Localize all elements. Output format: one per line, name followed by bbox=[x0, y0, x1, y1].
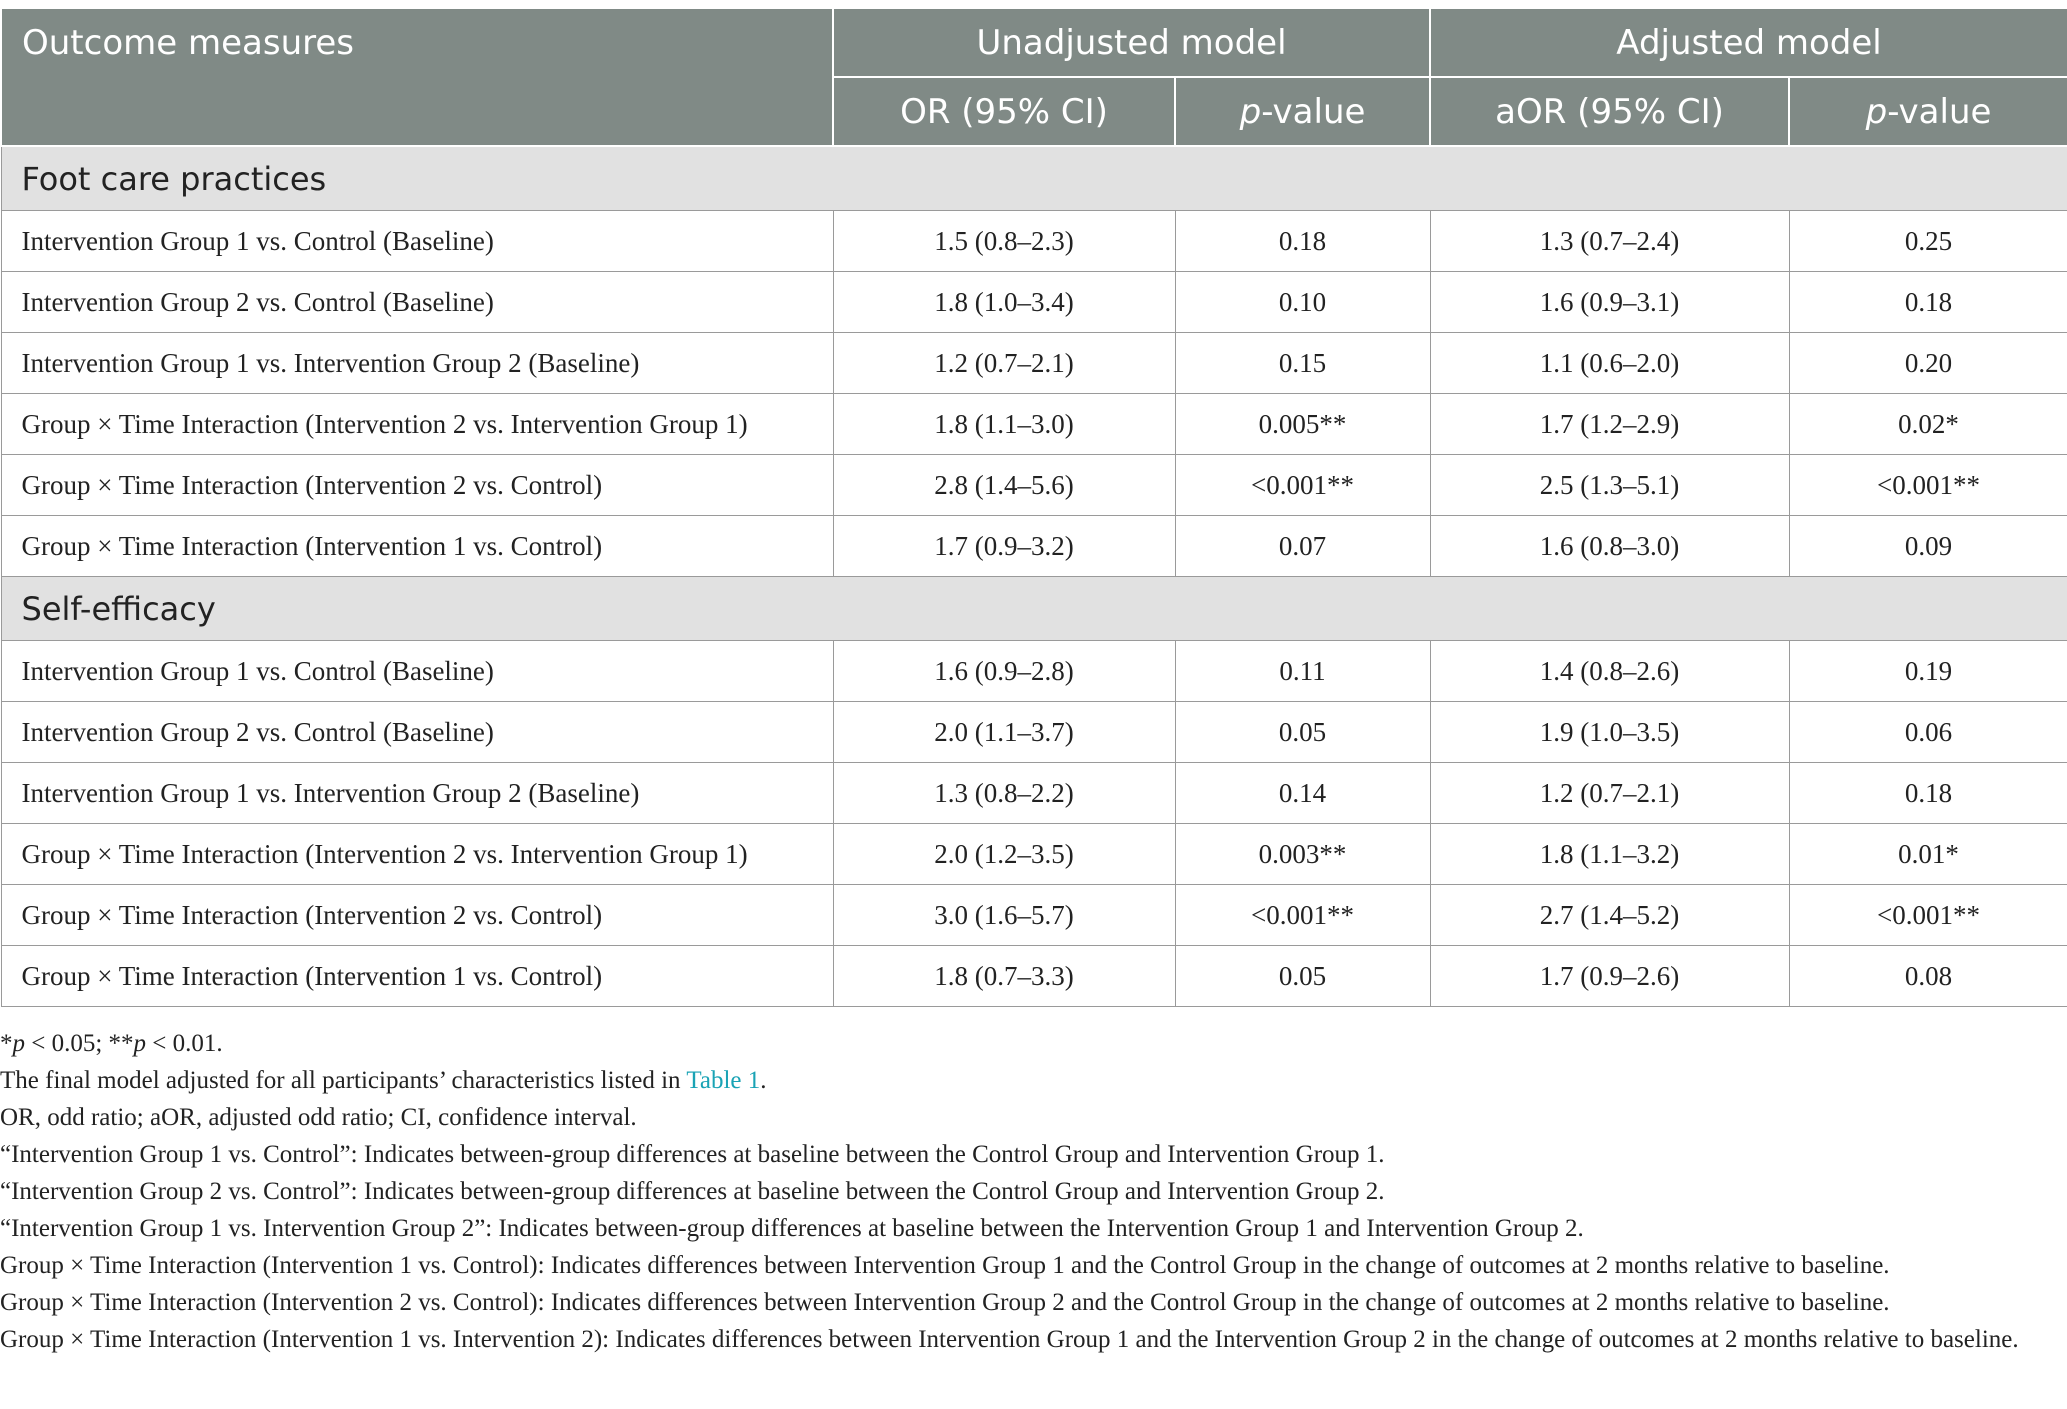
or-ci-cell: 1.2 (0.7–2.1) bbox=[833, 333, 1175, 394]
p-value-adjusted-cell: 0.18 bbox=[1789, 763, 2067, 824]
row-label: Group × Time Interaction (Intervention 1 vs. Control) bbox=[1, 946, 833, 1007]
p-value-unadjusted-cell: 0.005** bbox=[1175, 394, 1430, 455]
footnote-line: Group × Time Interaction (Intervention 1 vs. Intervention 2): Indicates differences between Intervention Group 1 and the Intervention Group 2 in the change of outcomes at 2 months relative to baseline. bbox=[0, 1326, 2019, 1353]
table-row bbox=[1, 885, 2067, 946]
table-row bbox=[1, 394, 2067, 455]
row-label: Group × Time Interaction (Intervention 2 vs. Control) bbox=[1, 455, 833, 516]
table-row bbox=[1, 272, 2067, 333]
p-value-adjusted-cell: 0.20 bbox=[1789, 333, 2067, 394]
table-body bbox=[1, 146, 2067, 1007]
adjustment-note: The final model adjusted for all participants’ characteristics listed in Table 1. bbox=[0, 1067, 767, 1094]
aor-ci-cell: 1.6 (0.9–3.1) bbox=[1430, 272, 1789, 333]
aor-ci-cell: 1.7 (1.2–2.9) bbox=[1430, 394, 1789, 455]
results-table bbox=[0, 7, 2067, 1007]
header-p-value-adjusted: p-value bbox=[1789, 77, 2067, 146]
p-value-adjusted-cell: 0.06 bbox=[1789, 702, 2067, 763]
p-value-unadjusted-cell: <0.001** bbox=[1175, 455, 1430, 516]
or-ci-cell: 1.8 (1.0–3.4) bbox=[833, 272, 1175, 333]
footnote-line: “Intervention Group 2 vs. Control”: Indicates between-group differences at baseline between the Control Group and Intervention Group 2. bbox=[0, 1178, 1385, 1205]
row-label: Group × Time Interaction (Intervention 2 vs. Intervention Group 1) bbox=[1, 394, 833, 455]
table-footnotes bbox=[0, 1025, 2062, 1358]
p-value-unadjusted-cell: 0.11 bbox=[1175, 641, 1430, 702]
p-value-adjusted-cell: <0.001** bbox=[1789, 885, 2067, 946]
or-ci-cell: 1.3 (0.8–2.2) bbox=[833, 763, 1175, 824]
or-ci-cell: 1.6 (0.9–2.8) bbox=[833, 641, 1175, 702]
p-value-adjusted-cell: 0.25 bbox=[1789, 211, 2067, 272]
p-value-unadjusted-cell: 0.18 bbox=[1175, 211, 1430, 272]
header-or-ci: OR (95% CI) bbox=[833, 77, 1175, 146]
p-value-unadjusted-cell: <0.001** bbox=[1175, 885, 1430, 946]
footnote-line: “Intervention Group 1 vs. Control”: Indicates between-group differences at baseline between the Control Group and Intervention Group 1. bbox=[0, 1141, 1385, 1168]
table-row bbox=[1, 211, 2067, 272]
table-row bbox=[1, 763, 2067, 824]
table-row bbox=[1, 824, 2067, 885]
table-1-link[interactable]: Table 1 bbox=[686, 1067, 761, 1094]
section-header-row bbox=[1, 577, 2067, 641]
aor-ci-cell: 1.2 (0.7–2.1) bbox=[1430, 763, 1789, 824]
aor-ci-cell: 1.3 (0.7–2.4) bbox=[1430, 211, 1789, 272]
aor-ci-cell: 1.7 (0.9–2.6) bbox=[1430, 946, 1789, 1007]
row-label: Group × Time Interaction (Intervention 2 vs. Intervention Group 1) bbox=[1, 824, 833, 885]
abbreviation-note: OR, odd ratio; aOR, adjusted odd ratio; CI, confidence interval. bbox=[0, 1104, 637, 1131]
or-ci-cell: 1.5 (0.8–2.3) bbox=[833, 211, 1175, 272]
p-value-unadjusted-cell: 0.15 bbox=[1175, 333, 1430, 394]
p-value-unadjusted-cell: 0.14 bbox=[1175, 763, 1430, 824]
significance-note: *p < 0.05; **p < 0.01. bbox=[0, 1030, 223, 1057]
header-adjusted-model: Adjusted model bbox=[1430, 8, 2067, 77]
p-value-adjusted-cell: 0.08 bbox=[1789, 946, 2067, 1007]
p-value-adjusted-cell: 0.01* bbox=[1789, 824, 2067, 885]
aor-ci-cell: 1.9 (1.0–3.5) bbox=[1430, 702, 1789, 763]
or-ci-cell: 2.8 (1.4–5.6) bbox=[833, 455, 1175, 516]
p-value-adjusted-cell: <0.001** bbox=[1789, 455, 2067, 516]
or-ci-cell: 3.0 (1.6–5.7) bbox=[833, 885, 1175, 946]
aor-ci-cell: 2.5 (1.3–5.1) bbox=[1430, 455, 1789, 516]
section-header-row bbox=[1, 146, 2067, 211]
header-outcome-measures: Outcome measures bbox=[1, 8, 833, 146]
or-ci-cell: 1.8 (1.1–3.0) bbox=[833, 394, 1175, 455]
footnote-line: Group × Time Interaction (Intervention 2 vs. Control): Indicates differences between Intervention Group 2 and the Control Group in the change of outcomes at 2 months relative to baseline. bbox=[0, 1289, 1890, 1316]
aor-ci-cell: 1.6 (0.8–3.0) bbox=[1430, 516, 1789, 577]
section-title: Self-efficacy bbox=[1, 577, 2067, 641]
row-label: Intervention Group 1 vs. Control (Baseline) bbox=[1, 211, 833, 272]
table-row bbox=[1, 455, 2067, 516]
row-label: Intervention Group 1 vs. Intervention Group 2 (Baseline) bbox=[1, 333, 833, 394]
p-value-unadjusted-cell: 0.05 bbox=[1175, 702, 1430, 763]
row-label: Intervention Group 2 vs. Control (Baseline) bbox=[1, 272, 833, 333]
footnote-line: “Intervention Group 1 vs. Intervention Group 2”: Indicates between-group differences at baseline between the Intervention Group 1 and Intervention Group 2. bbox=[0, 1215, 1584, 1242]
p-value-adjusted-cell: 0.19 bbox=[1789, 641, 2067, 702]
or-ci-cell: 1.7 (0.9–3.2) bbox=[833, 516, 1175, 577]
header-p-value-unadjusted: p-value bbox=[1175, 77, 1430, 146]
or-ci-cell: 1.8 (0.7–3.3) bbox=[833, 946, 1175, 1007]
or-ci-cell: 2.0 (1.1–3.7) bbox=[833, 702, 1175, 763]
aor-ci-cell: 2.7 (1.4–5.2) bbox=[1430, 885, 1789, 946]
p-value-adjusted-cell: 0.18 bbox=[1789, 272, 2067, 333]
footnote-line: Group × Time Interaction (Intervention 1 vs. Control): Indicates differences between Intervention Group 1 and the Control Group in the change of outcomes at 2 months relative to baseline. bbox=[0, 1252, 1890, 1279]
p-value-unadjusted-cell: 0.003** bbox=[1175, 824, 1430, 885]
p-value-adjusted-cell: 0.09 bbox=[1789, 516, 2067, 577]
header-aor-ci: aOR (95% CI) bbox=[1430, 77, 1789, 146]
row-label: Group × Time Interaction (Intervention 2 vs. Control) bbox=[1, 885, 833, 946]
p-value-unadjusted-cell: 0.05 bbox=[1175, 946, 1430, 1007]
table-header bbox=[1, 8, 2067, 146]
aor-ci-cell: 1.4 (0.8–2.6) bbox=[1430, 641, 1789, 702]
row-label: Intervention Group 2 vs. Control (Baseline) bbox=[1, 702, 833, 763]
table-row bbox=[1, 946, 2067, 1007]
aor-ci-cell: 1.8 (1.1–3.2) bbox=[1430, 824, 1789, 885]
row-label: Intervention Group 1 vs. Control (Baseline) bbox=[1, 641, 833, 702]
row-label: Intervention Group 1 vs. Intervention Group 2 (Baseline) bbox=[1, 763, 833, 824]
table-row bbox=[1, 333, 2067, 394]
or-ci-cell: 2.0 (1.2–3.5) bbox=[833, 824, 1175, 885]
table-row bbox=[1, 641, 2067, 702]
table-row bbox=[1, 702, 2067, 763]
table-row bbox=[1, 516, 2067, 577]
row-label: Group × Time Interaction (Intervention 1 vs. Control) bbox=[1, 516, 833, 577]
header-unadjusted-model: Unadjusted model bbox=[833, 8, 1430, 77]
aor-ci-cell: 1.1 (0.6–2.0) bbox=[1430, 333, 1789, 394]
section-title: Foot care practices bbox=[1, 146, 2067, 211]
p-value-unadjusted-cell: 0.07 bbox=[1175, 516, 1430, 577]
p-value-unadjusted-cell: 0.10 bbox=[1175, 272, 1430, 333]
p-value-adjusted-cell: 0.02* bbox=[1789, 394, 2067, 455]
